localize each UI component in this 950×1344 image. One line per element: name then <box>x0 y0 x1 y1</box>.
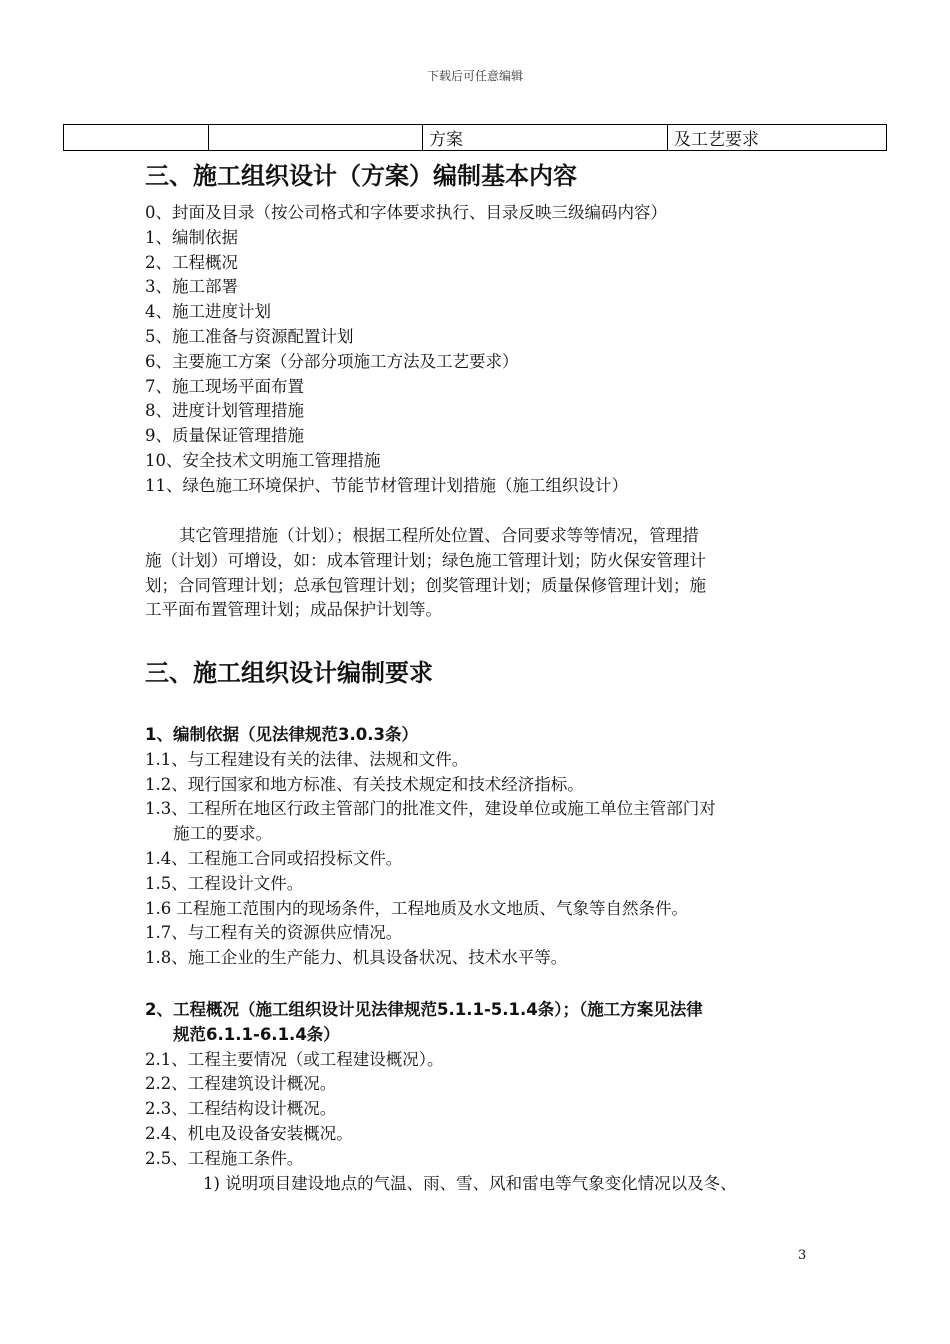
list-item: 7、施工现场平面布置 <box>145 376 304 396</box>
section-contents <box>145 161 810 191</box>
header-note: 下载后可任意编辑 <box>426 69 523 83</box>
list-item: 1.8、施工企业的生产能力、机具设备状况、技术水平等。 <box>145 948 568 968</box>
section-title: 三、施工组织设计编制要求 <box>145 659 433 687</box>
table-cell <box>64 125 209 151</box>
list-item: 3、施工部署 <box>145 277 238 297</box>
list-item: 1、编制依据 <box>145 227 238 247</box>
list-item: 2.1、工程主要情况（或工程建设概况）。 <box>145 1049 444 1069</box>
list-item: 1.7、与工程有关的资源供应情况。 <box>145 923 403 943</box>
paragraph-line: 其它管理措施（计划）；根据工程所处位置、合同要求等等情况，管理措 <box>179 526 699 545</box>
list-item: 0、封面及目录（按公司格式和字体要求执行、目录反映三级编码内容） <box>145 203 667 222</box>
list-item: 2.5、工程施工条件。 <box>145 1148 304 1168</box>
paragraph-line: 工平面布置管理计划；成品保护计划等。 <box>145 600 442 620</box>
list-item: 1.3、工程所在地区行政主管部门的批准文件，建设单位或施工单位主管部门对 <box>145 799 716 819</box>
basis-heading: 1、编制依据（见法律规范3.0.3条） <box>145 725 418 744</box>
list-item: 10、安全技术文明施工管理措施 <box>145 450 381 470</box>
basis-section <box>145 723 810 971</box>
table-row <box>64 125 887 151</box>
list-item: 9、质量保证管理措施 <box>145 426 304 446</box>
paragraph-line: 划；合同管理计划；总承包管理计划；创奖管理计划；质量保修管理计划；施 <box>145 575 706 595</box>
table-cell <box>209 125 423 151</box>
page-number: 3 <box>798 1248 807 1263</box>
section-title: 三、施工组织设计（方案）编制基本内容 <box>145 162 577 190</box>
list-item: 8、进度计划管理措施 <box>145 401 304 421</box>
overview-heading: 规范6.1.1-6.1.4条） <box>173 1024 340 1044</box>
list-item: 1.5、工程设计文件。 <box>145 873 304 893</box>
list-item: 1.4、工程施工合同或招投标文件。 <box>145 848 403 868</box>
list-item: 1.2、现行国家和地方标准、有关技术规定和技术经济指标。 <box>145 774 584 794</box>
table-cell: 及工艺要求 <box>668 125 887 151</box>
list-item: 2.2、工程建筑设计概况。 <box>145 1074 337 1094</box>
list-item: 1.6 工程施工范围内的现场条件，工程地质及水文地质、气象等自然条件。 <box>145 898 688 918</box>
table-cell: 方案 <box>423 125 668 151</box>
list-item: 2.4、机电及设备安装概况。 <box>145 1123 353 1143</box>
top-table <box>63 124 887 151</box>
overview-heading: 2、工程概况（施工组织设计见法律规范5.1.1-5.1.4条）；（施工方案见法律 <box>145 1000 703 1019</box>
list-item: 2.3、工程结构设计概况。 <box>145 1099 337 1119</box>
paragraph-line: 施（计划）可增设，如：成本管理计划；绿色施工管理计划；防火保安管理计 <box>145 550 706 570</box>
other-measures-paragraph <box>145 524 810 623</box>
list-item: 11、绿色施工环境保护、节能节材管理计划措施（施工组织设计） <box>145 475 628 495</box>
sub-item: 1) 说明项目建设地点的气温、雨、雪、风和雷电等气象变化情况以及冬、 <box>203 1173 737 1193</box>
list-item: 6、主要施工方案（分部分项施工方法及工艺要求） <box>145 351 519 371</box>
list-item: 4、施工进度计划 <box>145 302 271 322</box>
contents-list <box>145 201 810 499</box>
overview-section <box>145 998 810 1196</box>
list-item: 施工的要求。 <box>173 824 272 844</box>
list-item: 2、工程概况 <box>145 252 238 272</box>
list-item: 5、施工准备与资源配置计划 <box>145 326 354 346</box>
section-requirements <box>145 658 810 688</box>
list-item: 1.1、与工程建设有关的法律、法规和文件。 <box>145 749 469 769</box>
